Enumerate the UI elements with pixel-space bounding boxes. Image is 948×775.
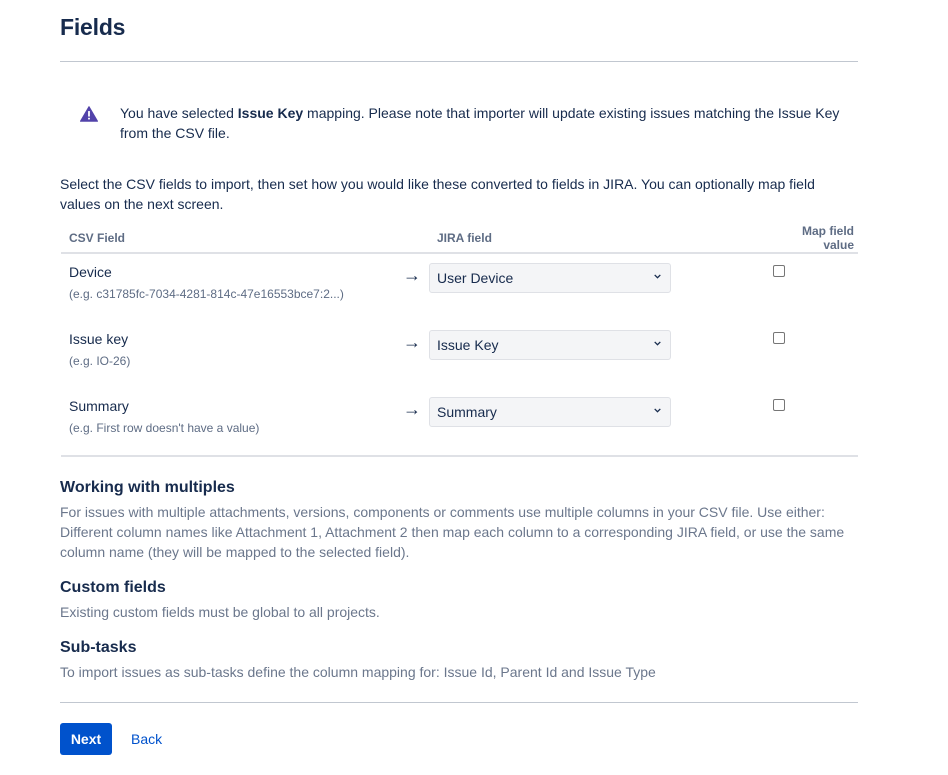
jira-field-select-value: User Device bbox=[437, 270, 514, 286]
warning-text-bold: Issue Key bbox=[237, 105, 304, 121]
map-field-value-checkbox[interactable] bbox=[773, 265, 785, 277]
section-text-multiples: For issues with multiple attachments, versions, components or comments use multiple columns in your CSV file. Use either: Different column names like Attachment 1, Attachment 2 then map each column to a corresponding JIRA field, or use the same column name (they will be mapped to the selected field). bbox=[60, 504, 845, 560]
csv-field-example: (e.g. First row doesn't have a value) bbox=[69, 421, 260, 435]
table-header-row bbox=[61, 224, 858, 253]
back-link[interactable]: Back bbox=[131, 731, 163, 747]
section-title-multiples: Working with multiples bbox=[60, 479, 235, 496]
warning-text-suffix: mapping. Please note that importer will update existing issues matching the Issue Key from the CSV file. bbox=[120, 105, 840, 141]
chevron-down-icon bbox=[654, 273, 661, 280]
map-field-value-checkbox[interactable] bbox=[773, 332, 785, 344]
section-title-custom-fields: Custom fields bbox=[60, 579, 166, 596]
section-text-custom-fields: Existing custom fields must be global to all projects. bbox=[60, 604, 380, 620]
column-header-csv-field: CSV Field bbox=[61, 224, 389, 253]
csv-field-name: Summary bbox=[69, 398, 129, 414]
title-divider bbox=[60, 61, 858, 62]
field-mapping-table bbox=[61, 224, 858, 457]
table-row bbox=[61, 388, 858, 456]
column-header-arrow bbox=[389, 224, 429, 253]
jira-field-select[interactable] bbox=[429, 263, 671, 293]
jira-field-select-value: Summary bbox=[437, 404, 497, 420]
section-text-sub-tasks: To import issues as sub-tasks define the column mapping for: Issue Id, Parent Id and Issue Type bbox=[60, 664, 656, 680]
column-header-map-field-value: Map field value bbox=[764, 224, 858, 253]
section-title-sub-tasks: Sub-tasks bbox=[60, 639, 137, 656]
column-header-jira-field: JIRA field bbox=[429, 224, 764, 253]
footer-divider bbox=[60, 702, 858, 703]
csv-field-name: Device bbox=[69, 264, 112, 280]
map-field-value-checkbox[interactable] bbox=[773, 399, 785, 411]
intro-text: Select the CSV fields to import, then set how you would like these converted to fields in JIRA. You can optionally map field values on the next screen. bbox=[60, 176, 815, 212]
arrow-right-icon: → bbox=[403, 399, 421, 419]
jira-field-select[interactable] bbox=[429, 397, 671, 427]
csv-field-example: (e.g. c31785fc-7034-4281-814c-47e16553bce7:2...) bbox=[69, 287, 344, 301]
warning-text-prefix: You have selected bbox=[120, 105, 238, 121]
arrow-right-icon: → bbox=[403, 332, 421, 352]
csv-field-example: (e.g. IO-26) bbox=[69, 354, 131, 368]
warning-text bbox=[120, 103, 840, 143]
next-button[interactable]: Next bbox=[60, 723, 112, 755]
arrow-right-icon: → bbox=[403, 265, 421, 285]
table-row bbox=[61, 253, 858, 321]
jira-field-select-value: Issue Key bbox=[437, 337, 499, 353]
page-title: Fields bbox=[60, 14, 126, 40]
jira-field-select[interactable] bbox=[429, 330, 671, 360]
table-row bbox=[61, 321, 858, 388]
chevron-down-icon bbox=[654, 340, 661, 347]
chevron-down-icon bbox=[654, 407, 661, 414]
csv-field-name: Issue key bbox=[69, 331, 129, 347]
warning-icon bbox=[80, 106, 98, 122]
